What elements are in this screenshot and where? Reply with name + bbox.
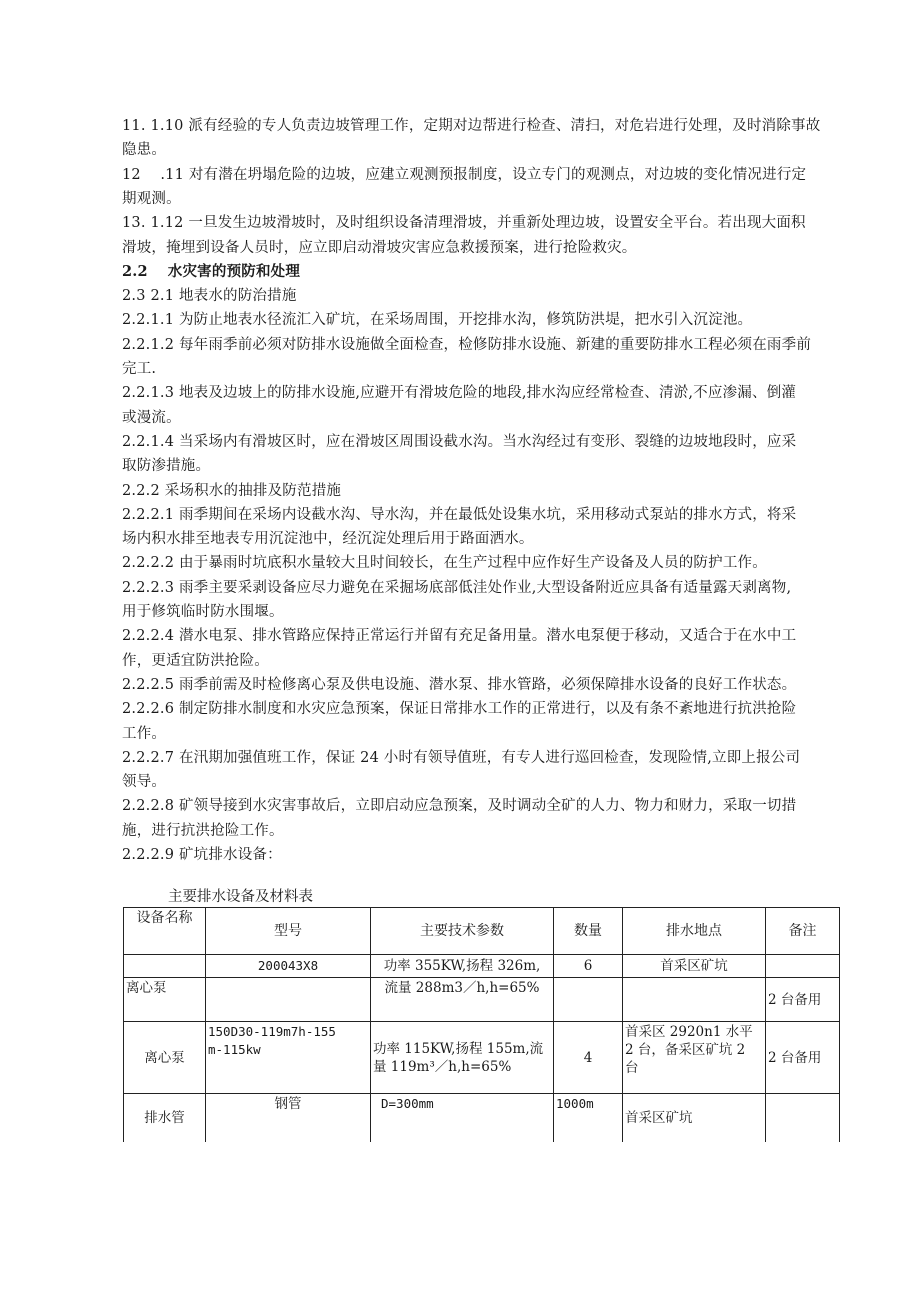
text-line: 领导。	[122, 774, 167, 791]
header-cell: 型号	[206, 908, 371, 955]
table-cell: 首采区矿坑	[623, 955, 766, 978]
text-line: 2.2.2 采场积水的抽排及防范措施	[122, 482, 342, 499]
text-line: 2.2.1.4 当采场内有滑坡区时，应在滑坡区周围设截水沟。当水沟经过有变形、裂缝的边坡地段时，应采	[122, 433, 797, 450]
table-cell: D=300mm	[371, 1094, 554, 1142]
text-line: 2.2.2.9 矿坑排水设备：	[122, 847, 282, 863]
text-line: 2.2.2.7 在汛期加强值班工作，保证 24 小时有领导值班，有专人进行巡回检查，发现险情,立即上报公司	[122, 749, 801, 766]
header-cell: 备注	[766, 908, 840, 955]
table-row	[124, 955, 840, 978]
table-cell: 离心泵	[124, 978, 206, 1022]
table-cell: 首采区 2920n1 水平 2 台，备采区矿坑 2 台	[623, 1022, 766, 1094]
header-cell: 数量	[554, 908, 623, 955]
text-line: 施，进行抗洪抢险工作。	[122, 822, 284, 839]
text-line: 工作。	[122, 725, 167, 742]
text-line: 2.2.1.3 地表及边坡上的防排水设施,应避开有滑坡危险的地段,排水沟应经常检查、清淤,不应渗漏、倒灌	[122, 385, 797, 402]
table-cell	[124, 955, 206, 978]
text-line: 2.2.2.1 雨季期间在采场内设截水沟、导水沟，并在最低处设集水坑，采用移动式泵站的排水方式，将采	[122, 506, 797, 523]
section-heading: 2.2 水灾害的预防和处理	[122, 262, 301, 280]
table-caption: 主要排水设备及材料表	[168, 889, 313, 905]
table-cell	[623, 978, 766, 1022]
text-line: 期观测。	[122, 190, 181, 207]
table-cell: 200043X8	[206, 955, 371, 978]
table-cell	[766, 955, 840, 978]
text-line: 完工.	[122, 361, 157, 377]
table-cell: 1000m	[554, 1094, 623, 1142]
text-line: 滑坡，掩埋到设备人员时，应立即启动滑坡灾害应急救援预案，进行抢险救灾。	[122, 239, 637, 256]
header-cell: 排水地点	[623, 908, 766, 955]
text-line: 12 .11 对有潜在坍塌危险的边坡，应建立观测预报制度，设立专门的观测点，对边坡的变化情况进行定	[122, 166, 807, 183]
table-header-row	[124, 908, 840, 955]
text-line: 2.2.2.8 矿领导接到水灾害事故后，立即启动应急预案，及时调动全矿的人力、物力和财力，采取一切措	[122, 798, 797, 815]
header-cell: 主要技术参数	[371, 908, 554, 955]
text-line: 作，更适宜防洪抢险。	[122, 652, 269, 669]
table-cell	[766, 1094, 840, 1142]
text-line: 或漫流。	[122, 409, 181, 426]
table-cell: 150D30-119m7h-155 m-115kw	[206, 1022, 371, 1094]
table-cell: 2 台备用	[766, 1022, 840, 1094]
table-cell: 6	[554, 955, 623, 978]
text-line: 2.2.1.2 每年雨季前必须对防排水设施做全面检查，检修防排水设施、新建的重要防排水工程必须在雨季前	[122, 336, 812, 353]
text-line: 2.2.2.3 雨季主要采剥设备应尽力避免在采掘场底部低洼处作业,大型设备附近应具备有适量露天剥离物,	[122, 579, 792, 596]
equipment-table	[123, 907, 840, 1142]
text-line: 2.2.2.4 潜水电泵、排水管路应保持正常运行并留有充足备用量。潜水电泵便于移动，又适合于在水中工	[122, 628, 797, 645]
text-line: 2.2.2.5 雨季前需及时检修离心泵及供电设施、潜水泵、排水管路，必须保障排水设备的良好工作状态。	[122, 676, 797, 693]
table-cell: 离心泵	[124, 1022, 206, 1094]
table-row	[124, 1022, 840, 1094]
table-cell	[554, 978, 623, 1022]
table-cell: 2 台备用	[766, 978, 840, 1022]
text-line: 隐患。	[122, 142, 167, 159]
table-cell: 钢管	[206, 1094, 371, 1142]
text-line: 2.2.2.2 由于暴雨时坑底积水量较大且时间较长，在生产过程中应作好生产设备及人员的防护工作。	[122, 555, 767, 572]
table-cell: 4	[554, 1022, 623, 1094]
text-line: 2.3 2.1 地表水的防治措施	[122, 288, 297, 305]
table-row	[124, 1094, 840, 1142]
table-cell: 功率 355KW,扬程 326m,	[371, 955, 554, 978]
text-line: 11. 1.10 派有经验的专人负责边坡管理工作，定期对边帮进行检查、清扫，对危岩进行处理，及时消除事故	[122, 118, 821, 134]
table-cell: 排水管	[124, 1094, 206, 1142]
table-cell: 功率 115KW,扬程 155m,流 量 119m³／h,h=65%	[371, 1022, 554, 1094]
text-line: 13. 1.12 一旦发生边坡滑坡时，及时组织设备清理滑坡，并重新处理边坡，设置安全平台。若出现大面积	[122, 215, 806, 232]
text-line: 2.2.2.6 制定防排水制度和水灾应急预案，保证日常排水工作的正常进行，以及有条不紊地进行抗洪抢险	[122, 701, 797, 718]
table-cell: 首采区矿坑	[623, 1094, 766, 1142]
text-line: 2.2.1.1 为防止地表水径流汇入矿坑，在采场周围，开挖排水沟，修筑防洪堤，把水引入沉淀池。	[122, 312, 753, 329]
table-row	[124, 978, 840, 1022]
header-cell: 设备名称	[124, 908, 206, 955]
table-cell: 流量 288m3／h,h=65%	[371, 978, 554, 1022]
text-line: 用于修筑临时防水围堰。	[122, 604, 284, 620]
text-line: 场内积水排至地表专用沉淀池中，经沉淀处理后用于路面洒水。	[122, 531, 534, 548]
text-line: 取防渗措施。	[122, 458, 211, 475]
table-cell	[206, 978, 371, 1022]
